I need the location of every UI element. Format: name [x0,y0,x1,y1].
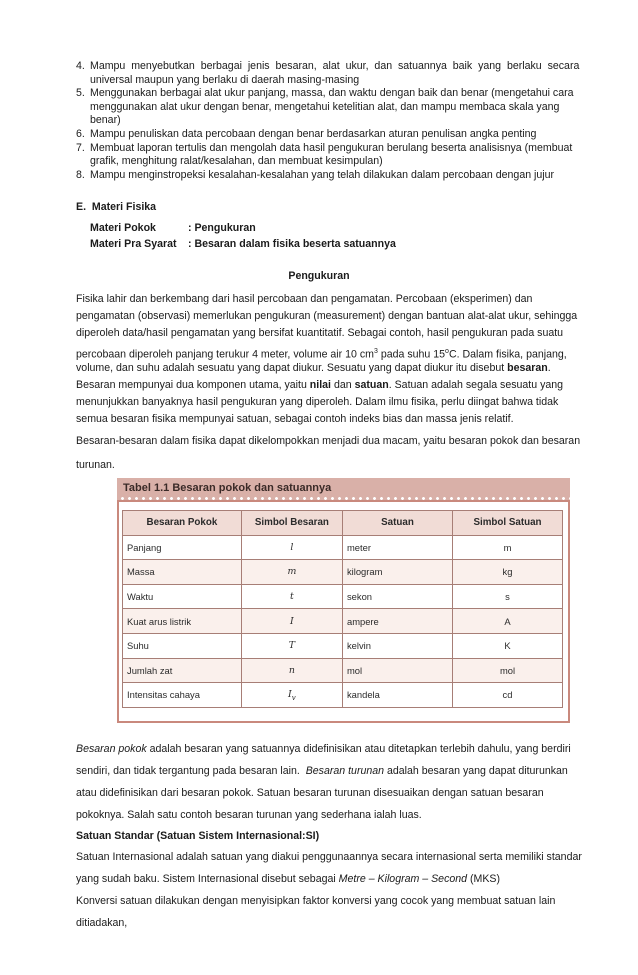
subscript: v [291,693,296,702]
text-run: volume, dan suhu adalah sesuatu yang dapat diukur. Sesuatu yang dapat diukur itu disebut [76,361,508,374]
table-cell: l [241,535,342,560]
text-line: pengamatan (observasi) memerlukan pengukuran (measurement) dengan bantuan alat-alat ukur, sehingga [76,310,578,323]
table-cell: Jumlah zat [123,658,242,683]
text-run: (MKS) [467,873,501,885]
table-figure [117,478,570,721]
column-header: Simbol Besaran [241,511,342,536]
text-line [76,868,584,890]
text-run: C. Dalam fisika, panjang, [448,348,567,361]
table-cell: kandela [342,683,452,708]
text-run: sendiri, dan tidak tergantung pada besaran lain. [76,765,306,777]
table-cell: kg [452,560,562,585]
page-title: Pengukuran [288,270,350,282]
text-line [76,377,584,394]
table-cell: cd [452,683,562,708]
text-line [76,360,584,377]
list-line: menggunakan alat ukur dengan benar, mengetahui ketelitian alat, dan mampu membaca skala yang [90,100,560,113]
text-run: dan [331,378,355,391]
list-line: universal maupun yang berlaku di daerah masing-masing [90,73,360,86]
list-number: 4. [76,60,85,72]
text-line: Satuan Internasional adalah satuan yang diakui penggunaannya secara internasional serta memiliki standar [76,851,582,863]
table-cell: mol [452,658,562,683]
list-line: Mampu menyebutkan berbagai jenis besaran, alat ukur, dan satuannya baik yang berlaku secara [90,60,580,72]
italic-term: Besaran turunan [305,765,385,777]
materi-pokok-value: : Pengukuran [188,222,256,234]
section-heading: E. Materi Fisika [76,201,157,213]
bold-term: besaran [507,361,548,374]
text-line: semua besaran fisika mempunyai satuan, sebagai contoh indeks bias dan massa jenis relatif. [76,413,514,426]
table-frame [117,500,570,723]
subheading: Satuan Standar (Satuan Sistem Internasional:SI) [76,830,320,842]
text-line: Besaran-besaran dalam fisika dapat dikelompokkan menjadi dua macam, yaitu besaran pokok dan besaran [76,434,581,447]
list-number: 6. [76,127,85,140]
table-row [123,560,563,585]
text-run: yang sudah baku. Sistem Internasional disebut sebagai [76,873,339,885]
table-row [123,584,563,609]
table-cell: Suhu [123,633,242,658]
paragraph-intro [76,291,584,477]
text-run: . [547,361,551,374]
table-cell: s [452,584,562,609]
table-cell: I [241,609,342,634]
superscript: o [445,347,449,355]
list-line: benar) [90,114,121,127]
table-cell: m [452,535,562,560]
table-cell [241,683,342,708]
list-line: Mampu menginstropeksi kesalahan-kesalahan yang telah dilakukan dalam percobaan dengan jujur [90,168,555,181]
list-item [76,169,584,183]
materi-pokok [90,222,256,234]
text-run: adalah besaran yang dapat diturunkan [384,765,568,777]
list-number: 8. [76,168,85,181]
column-header: Satuan [342,511,452,536]
table-cell: Intensitas cahaya [123,683,242,708]
text-line: turunan. [76,458,115,471]
table-cell: sekon [342,584,452,609]
text-line: pokoknya. Salah satu contoh besaran turunan yang sederhana ialah luas. [76,809,422,821]
list-line: Membuat laporan tertulis dan mengolah data hasil pengukuran berulang beserta analisisnya (membuat [90,141,573,154]
materi-prasyarat-value: : Besaran dalam fisika beserta satuannya [188,238,396,250]
units-table [122,510,563,708]
text-line: Konversi satuan dilakukan dengan menyisipkan faktor konversi yang cocok yang membuat satuan lain [76,895,556,907]
text-run: adalah besaran yang satuannya didefinisikan atau ditetapkan terlebih dahulu, yang berdiri [146,743,571,755]
table-header-row [123,511,563,536]
table-title: Tabel 1.1 Besaran pokok dan satuannya [123,482,332,494]
list-number: 7. [76,141,85,154]
text-run: percobaan diperoleh panjang terukur 4 meter, volume air 10 cm [76,348,374,361]
text-line [76,343,584,360]
text-line: atau didefinisikan dari besaran pokok. Satuan besaran turunan disesuaikan dengan satuan besaran [76,787,544,799]
table-row [123,535,563,560]
text-line [76,760,584,782]
bold-term: satuan [354,378,389,391]
table-cell: n [241,658,342,683]
competency-list [76,60,584,182]
italic-term: Metre – Kilogram – Second [338,873,468,885]
superscript: 3 [373,347,378,355]
materi-prasyarat-label: Materi Pra Syarat [90,238,177,250]
table-cell: Panjang [123,535,242,560]
bold-term: nilai [309,378,331,391]
list-line: grafik, menghitung ralat/kesalahan, dan membuat kesimpulan) [90,155,383,168]
symbol: I [288,688,292,700]
italic-term: Besaran pokok [76,743,147,755]
text-line: ditiadakan, [76,917,128,929]
text-line [76,738,584,760]
list-item [76,128,584,142]
table-row [123,633,563,658]
list-number: 5. [76,87,85,100]
paragraph-definitions [76,738,584,934]
text-run: Besaran mempunyai dua komponen utama, yaitu [76,378,310,391]
materi-prasyarat [90,238,396,250]
list-item [76,87,584,128]
text-run: . Satuan adalah segala sesuatu yang [388,378,564,391]
table-cell: Waktu [123,584,242,609]
table-cell: Kuat arus listrik [123,609,242,634]
table-cell: kilogram [342,560,452,585]
table-cell: T [241,633,342,658]
table-cell: K [452,633,562,658]
table-cell: Massa [123,560,242,585]
table-row [123,658,563,683]
table-cell: ampere [342,609,452,634]
list-line: Mampu penuliskan data percobaan dengan benar berdasarkan aturan penulisan angka penting [90,127,537,140]
list-item [76,60,584,87]
list-line: Menggunakan berbagai alat ukur panjang, massa, dan waktu dengan baik dan benar (mengetahui cara [90,87,574,100]
table-cell: A [452,609,562,634]
table-cell: mol [342,658,452,683]
table-cell: meter [342,535,452,560]
table-row [123,683,563,708]
text-line: Fisika lahir dan berkembang dari hasil percobaan dan pengamatan. Percobaan (eksperimen) dan [76,293,533,305]
column-header: Besaran Pokok [123,511,242,536]
list-item [76,142,584,169]
table-cell: kelvin [342,633,452,658]
text-line: diperoleh data/hasil pengamatan yang bersifat kuantitatif. Sebagai contoh, hasil pengukuran pada suatu [76,327,564,340]
materi-pokok-label: Materi Pokok [90,222,156,234]
table-cell: t [241,584,342,609]
text-line: menunjukkan banyaknya hasil pengukuran yang diperoleh. Dalam ilmu fisika, perlu diingat bahwa tidak [76,396,559,409]
table-cell: m [241,560,342,585]
column-header: Simbol Satuan [452,511,562,536]
table-row [123,609,563,634]
text-run: pada suhu 15 [377,348,446,361]
